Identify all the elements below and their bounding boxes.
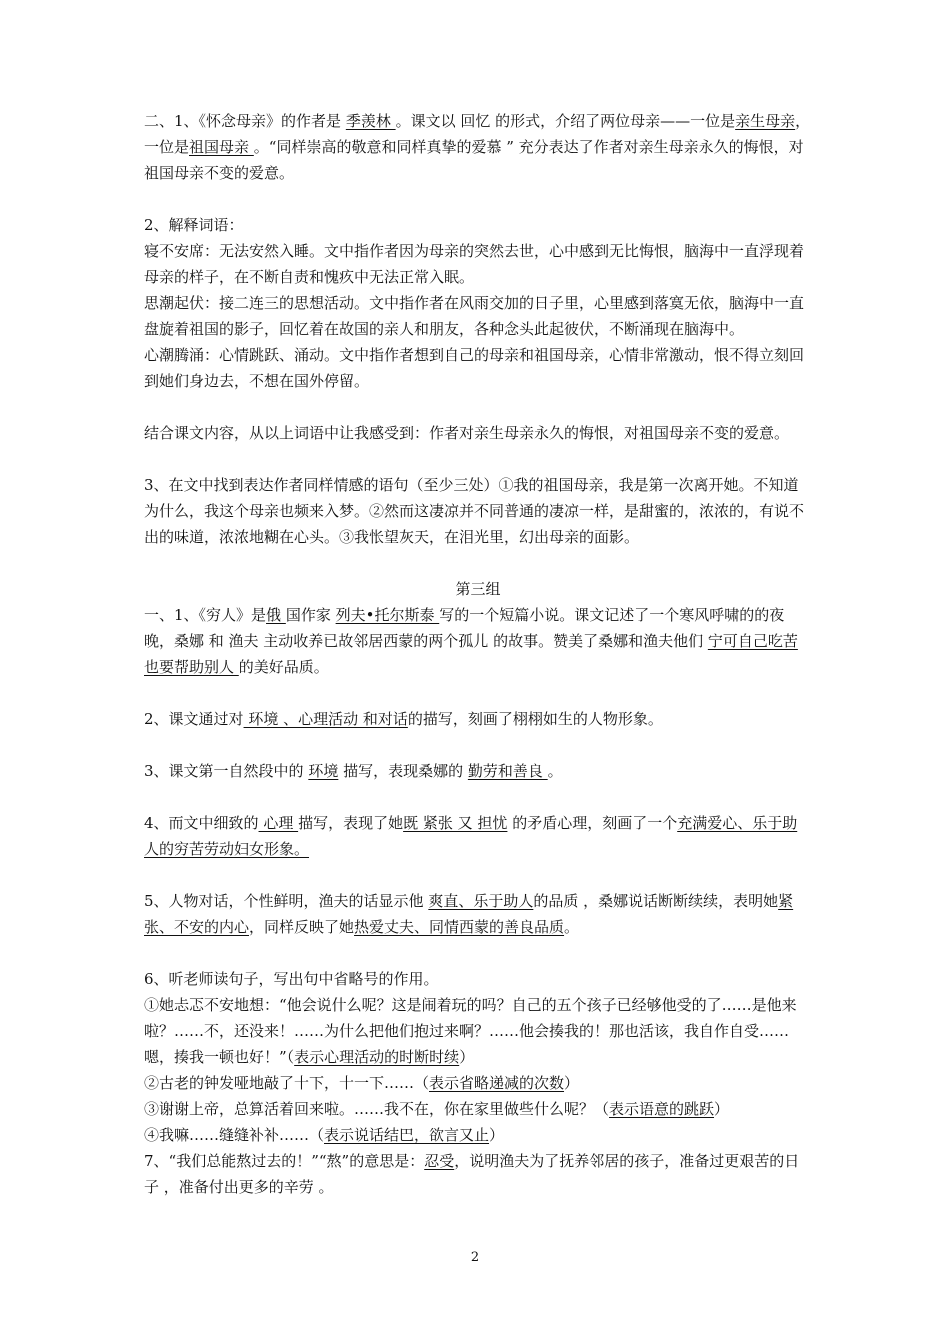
answer: 表示省略递减的次数: [429, 1074, 565, 1092]
text: 写的一个短篇小说。课文记述了一个寒风呼啸的的夜晚，桑娜 和 渔夫 主动收养已故邻居西蒙的两个孤儿 的故事。赞美了桑娜和渔夫他们: [144, 606, 785, 650]
group3-q4: [144, 810, 812, 862]
text: 3、课文第一自然段中的: [144, 762, 309, 780]
answer: 表示心理活动的时断时续: [294, 1048, 460, 1066]
answer-trait: 勤劳和善良: [467, 762, 548, 780]
page-number: 2: [470, 1250, 480, 1265]
text: 的品质 ，桑娜说话断断续续，表明她: [533, 892, 779, 910]
text: 2、课文通过对: [144, 710, 244, 728]
group3-q3: [144, 758, 812, 784]
text: 的矛盾心理，刻画了一个: [507, 814, 678, 832]
text: 描写，表现桑娜的: [338, 762, 468, 780]
answer-fisherman: 爽直、乐于助人: [428, 892, 534, 910]
definition-3: 心潮腾涌：心情跳跃、涌动。文中指作者想到自己的母亲和祖国母亲，心情非常激动，恨不得立刻回到她们身边去，不想在国外停留。: [144, 346, 805, 390]
section2-q2-heading: 2、解释词语：: [144, 216, 244, 234]
text: ④我嘛……缝缝补补……（: [144, 1126, 325, 1144]
text: ）: [714, 1100, 730, 1118]
text: ，一位是: [144, 112, 811, 156]
answer-mother2: 祖国母亲: [189, 138, 254, 156]
text: ②古老的钟发哑地敲了十下，十一下……（: [144, 1074, 430, 1092]
answer-environment: 环境: [308, 762, 339, 780]
group3-q5: [144, 888, 812, 940]
q6-item-4: [144, 1122, 812, 1148]
text: 一、1、《穷人》是: [144, 606, 267, 624]
answer-meaning: 忍受: [424, 1152, 455, 1170]
answer-country: 俄: [266, 606, 286, 624]
text: ）: [564, 1074, 580, 1092]
answer-feelings: 既 紧张 又 担忧: [403, 814, 508, 832]
answer-psychology: 心理: [258, 814, 299, 832]
text: 描写，表现了她: [298, 814, 404, 832]
answer-mother1: 亲生母亲: [735, 112, 796, 130]
document-page: [144, 108, 812, 1200]
text: 二、1、《怀念母亲》的作者是: [144, 112, 346, 130]
group3-q2: [144, 706, 812, 732]
text: 5、人物对话，个性鲜明，渔夫的话显示他: [144, 892, 429, 910]
answer-inner: 紧张、不安的内心: [144, 892, 794, 936]
section2-q3: 3、在文中找到表达作者同样情感的语句（至少三处）①我的祖国母亲，我是第一次离开她。不知道为什么，我这个母亲也频来入梦。②然而这凄凉并不同普通的凄凉一样，是甜蜜的，浓浓的，有说不出的味道，浓浓地糊在心头。③我怅望灰天，在泪光里，幻出母亲的面影。: [144, 476, 805, 546]
text: 国作家: [285, 606, 336, 624]
text: ）: [489, 1126, 505, 1144]
answer-descriptions: 环境 、心理活动 和对话: [243, 710, 408, 728]
text: ①她忐忑不安地想：“他会说什么呢？这是闹着玩的吗？自己的五个孩子已经够他受的了……是他来啦？……不，还没来！……为什么把他们抱过来啊？……他会揍我的！那也活该，我自作自受……嗯，揍我一顿也好！”（: [144, 996, 797, 1066]
answer-quality: 宁可自己吃苦也要帮助别人: [144, 632, 798, 676]
group3-q6-heading: 6、听老师读句子，写出句中省略号的作用。: [144, 970, 439, 988]
text: ，说明渔夫为了抚养邻居的孩子，准备过更艰苦的日子 ，准备付出更多的辛劳 。: [144, 1152, 800, 1196]
section2-q1: [144, 108, 812, 186]
text: ③谢谢上帝，总算活着回来啦。……我不在，你在家里做些什么呢？（: [144, 1100, 610, 1118]
text: 。课文以 回忆 的形式，介绍了两位母亲——一位是: [395, 112, 736, 130]
group3-title: 第三组: [455, 580, 501, 598]
definition-1: 寝不安席：无法安然入睡。文中指作者因为母亲的突然去世，心中感到无比悔恨，脑海中一直浮现着母亲的样子，在不断自责和愧疚中无法正常入眠。: [144, 242, 805, 286]
q6-item-3: [144, 1096, 812, 1122]
group3-q7: [144, 1148, 812, 1200]
definitions-summary: 结合课文内容，从以上词语中让我感受到：作者对亲生母亲永久的悔恨，对祖国母亲不变的爱意。: [144, 424, 790, 442]
text: 。: [564, 918, 580, 936]
text: 的描写，刻画了栩栩如生的人物形象。: [407, 710, 663, 728]
q6-item-2: [144, 1070, 812, 1096]
text: 。: [547, 762, 563, 780]
answer-image: 充满爱心、乐于助人的穷苦劳动妇女形象。: [144, 814, 798, 858]
text: ，同样反映了她: [249, 918, 355, 936]
answer-kindness: 热爱丈夫、同情西蒙的善良品质: [354, 918, 565, 936]
q6-item-1: [144, 992, 812, 1070]
answer-author: 季羡林: [345, 112, 396, 130]
definition-2: 思潮起伏：接二连三的思想活动。文中指作者在风雨交加的日子里，心里感到落寞无依，脑海中一直盘旋着祖国的影子，回忆着在故国的亲人和朋友，各种念头此起彼伏，不断涌现在脑海中。: [144, 294, 805, 338]
group3-q1: [144, 602, 812, 680]
text: 4、而文中细致的: [144, 814, 259, 832]
text: 7、“我们总能熬过去的！”“熬”的意思是：: [144, 1152, 425, 1170]
answer-author: 列夫•托尔斯泰: [335, 606, 440, 624]
answer: 表示说话结巴，欲言又止: [324, 1126, 490, 1144]
text: ）: [459, 1048, 475, 1066]
text: 的美好品质。: [238, 658, 329, 676]
text: 。“同样崇高的敬意和同样真挚的爱慕 ” 充分表达了作者对亲生母亲永久的悔恨，对祖国母亲不变的爱意。: [144, 138, 804, 182]
answer: 表示语意的跳跃: [609, 1100, 715, 1118]
